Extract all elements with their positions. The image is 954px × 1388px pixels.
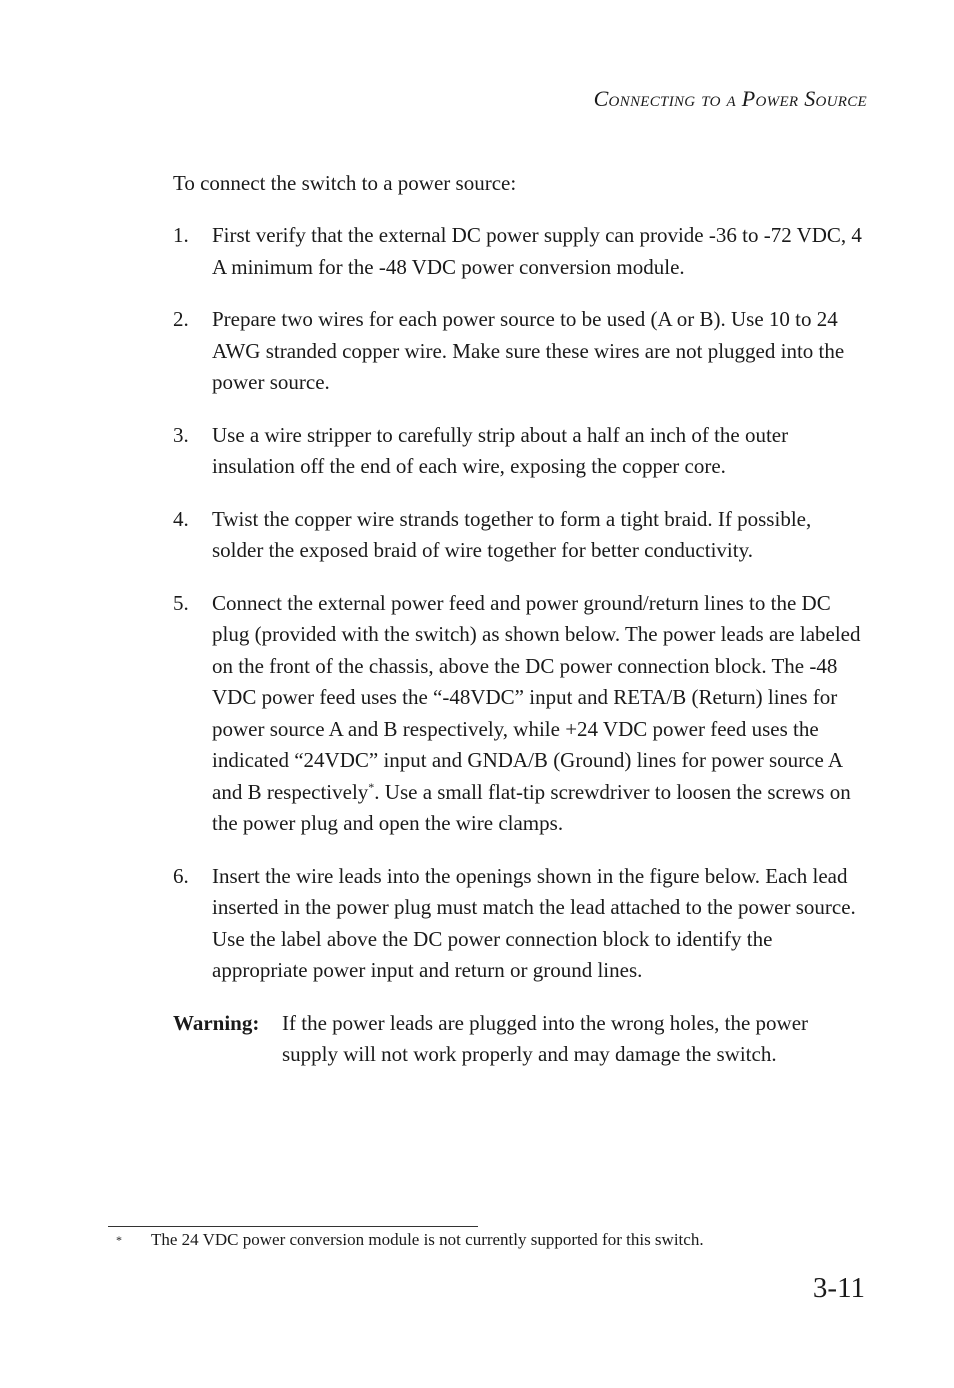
footnote-text: The 24 VDC power conversion module is not currently supported for this switch. — [151, 1230, 704, 1249]
footnote-reference: * — [368, 779, 375, 794]
footnote-mark: * — [116, 1233, 122, 1247]
step-number: 5. — [173, 590, 189, 615]
list-item — [173, 304, 865, 399]
step-text: Insert the wire leads into the openings shown in the figure below. Each lead inserted in the power plug must match the lead attached to the power source. Use the label above the DC power connection block to identify the appropriate power input and return or ground lines. — [212, 863, 856, 982]
footnote — [108, 1229, 704, 1251]
step-number: 4. — [173, 506, 189, 531]
step-number: 2. — [173, 307, 189, 331]
footnote-divider — [108, 1226, 478, 1227]
step-text-part: . Use a small flat-tip screwdriver to loosen the screws on the power plug and open the wire clamps. — [212, 779, 851, 835]
step-text: Prepare two wires for each power source to be used (A or B). Use 10 to 24 AWG stranded copper wire. Make sure these wires are not plugged into the power source. — [212, 307, 845, 394]
step-number: 6. — [173, 863, 189, 888]
step-number: 3. — [173, 422, 189, 447]
list-item — [173, 420, 865, 483]
step-text: Use a wire stripper to carefully strip about a half an inch of the outer insulation off the end of each wire, exposing the copper core. — [212, 422, 789, 478]
step-number: 1. — [173, 223, 189, 247]
warning-text: If the power leads are plugged into the wrong holes, the power supply will not work properly and may damage the switch. — [282, 1010, 809, 1066]
step-text: First verify that the external DC power supply can provide -36 to -72 VDC, 4 A minimum for the -48 VDC power conversion module. — [212, 223, 862, 279]
step-text-part: Connect the external power feed and power ground/return lines to the DC plug (provided with the switch) as shown below. The power leads are labeled on the front of the chassis, above the DC power connection block. The -48 VDC power feed uses the “-48VDC” input and RETA/B (Return) lines for power source A and B respectively, while +24 VDC power feed uses the indicated “24VDC” input and GNDA/B (Ground) lines for power source A and B respectively — [212, 590, 861, 804]
steps-list — [173, 220, 865, 1071]
intro-paragraph: To connect the switch to a power source: — [173, 171, 517, 195]
page-number: 3-11 — [812, 1272, 865, 1304]
list-item — [173, 504, 865, 567]
step-text: Twist the copper wire strands together to form a tight braid. If possible, solder the exposed braid of wire together for better conductivity. — [212, 506, 812, 562]
step-text — [212, 588, 865, 840]
list-item — [173, 220, 865, 283]
warning-label: Warning: — [173, 1010, 260, 1035]
list-item — [173, 588, 865, 840]
running-header: Connecting to a Power Source — [593, 86, 867, 111]
warning-note — [173, 1008, 865, 1071]
list-item — [173, 861, 865, 987]
